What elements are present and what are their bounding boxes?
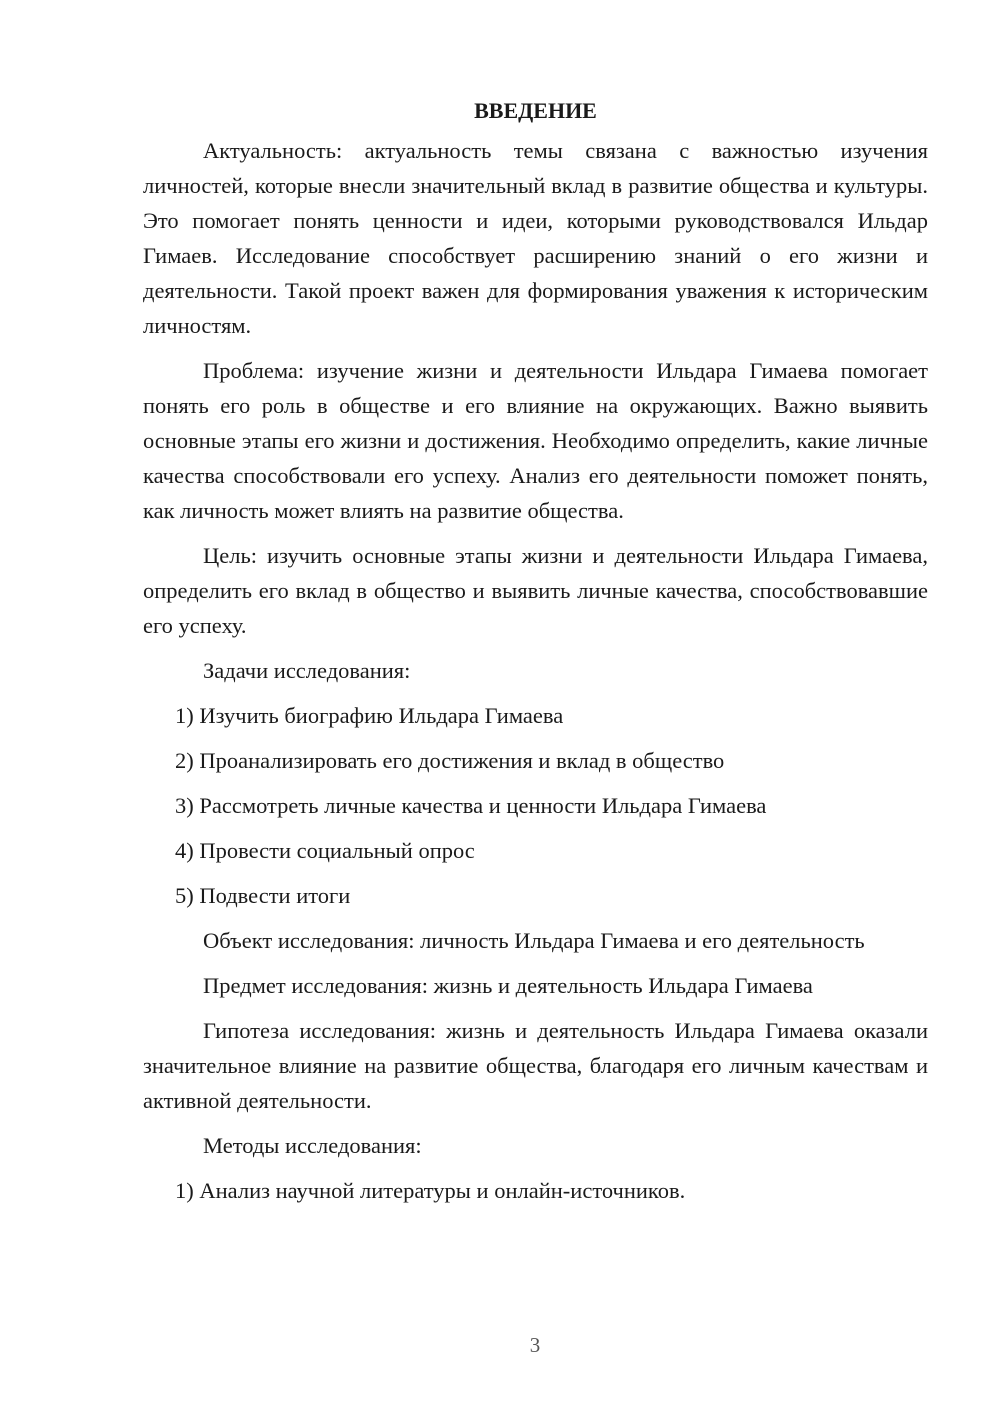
page-title: ВВЕДЕНИЕ bbox=[474, 98, 597, 123]
list-item: 3) Рассмотреть личные качества и ценности Ильдара Гимаева bbox=[175, 793, 767, 818]
goal-paragraph: Цель: изучить основные этапы жизни и деятельности Ильдара Гимаева, определить его вклад в общество и выявить личные качества, способствовавшие его успеху. bbox=[143, 543, 928, 638]
page-content bbox=[143, 93, 928, 1218]
list-item: 1) Изучить биографию Ильдара Гимаева bbox=[175, 703, 564, 728]
list-item: 2) Проанализировать его достижения и вклад в общество bbox=[175, 748, 725, 773]
page-number: 3 bbox=[529, 1333, 541, 1357]
problem-paragraph: Проблема: изучение жизни и деятельности Ильдара Гимаева помогает понять его роль в обществе и его влияние на окружающих. Важно выявить основные этапы его жизни и достижения. Необходимо определить, какие личные качества способствовали его успеху. Анализ его деятельности поможет понять, как личность может влиять на развитие общества. bbox=[143, 358, 928, 523]
methods-list bbox=[143, 1173, 928, 1208]
list-item: 5) Подвести итоги bbox=[175, 883, 351, 908]
list-item: 1) Анализ научной литературы и онлайн-источников. bbox=[175, 1178, 686, 1203]
subject-paragraph: Предмет исследования: жизнь и деятельность Ильдара Гимаева bbox=[203, 973, 813, 998]
tasks-list bbox=[143, 698, 928, 913]
object-paragraph: Объект исследования: личность Ильдара Гимаева и его деятельность bbox=[203, 928, 865, 953]
hypothesis-paragraph: Гипотеза исследования: жизнь и деятельность Ильдара Гимаева оказали значительное влияние на развитие общества, благодаря его личным качествам и активной деятельности. bbox=[143, 1018, 928, 1113]
tasks-heading: Задачи исследования: bbox=[203, 658, 411, 683]
methods-heading: Методы исследования: bbox=[203, 1133, 422, 1158]
list-item: 4) Провести социальный опрос bbox=[175, 838, 475, 863]
relevance-paragraph: Актуальность: актуальность темы связана с важностью изучения личностей, которые внесли значительный вклад в развитие общества и культуры. Это помогает понять ценности и идеи, которыми руководствовался Ильдар Гимаев. Исследование способствует расширению знаний о его жизни и деятельности. Такой проект важен для формирования уважения к историческим личностям. bbox=[143, 138, 928, 338]
